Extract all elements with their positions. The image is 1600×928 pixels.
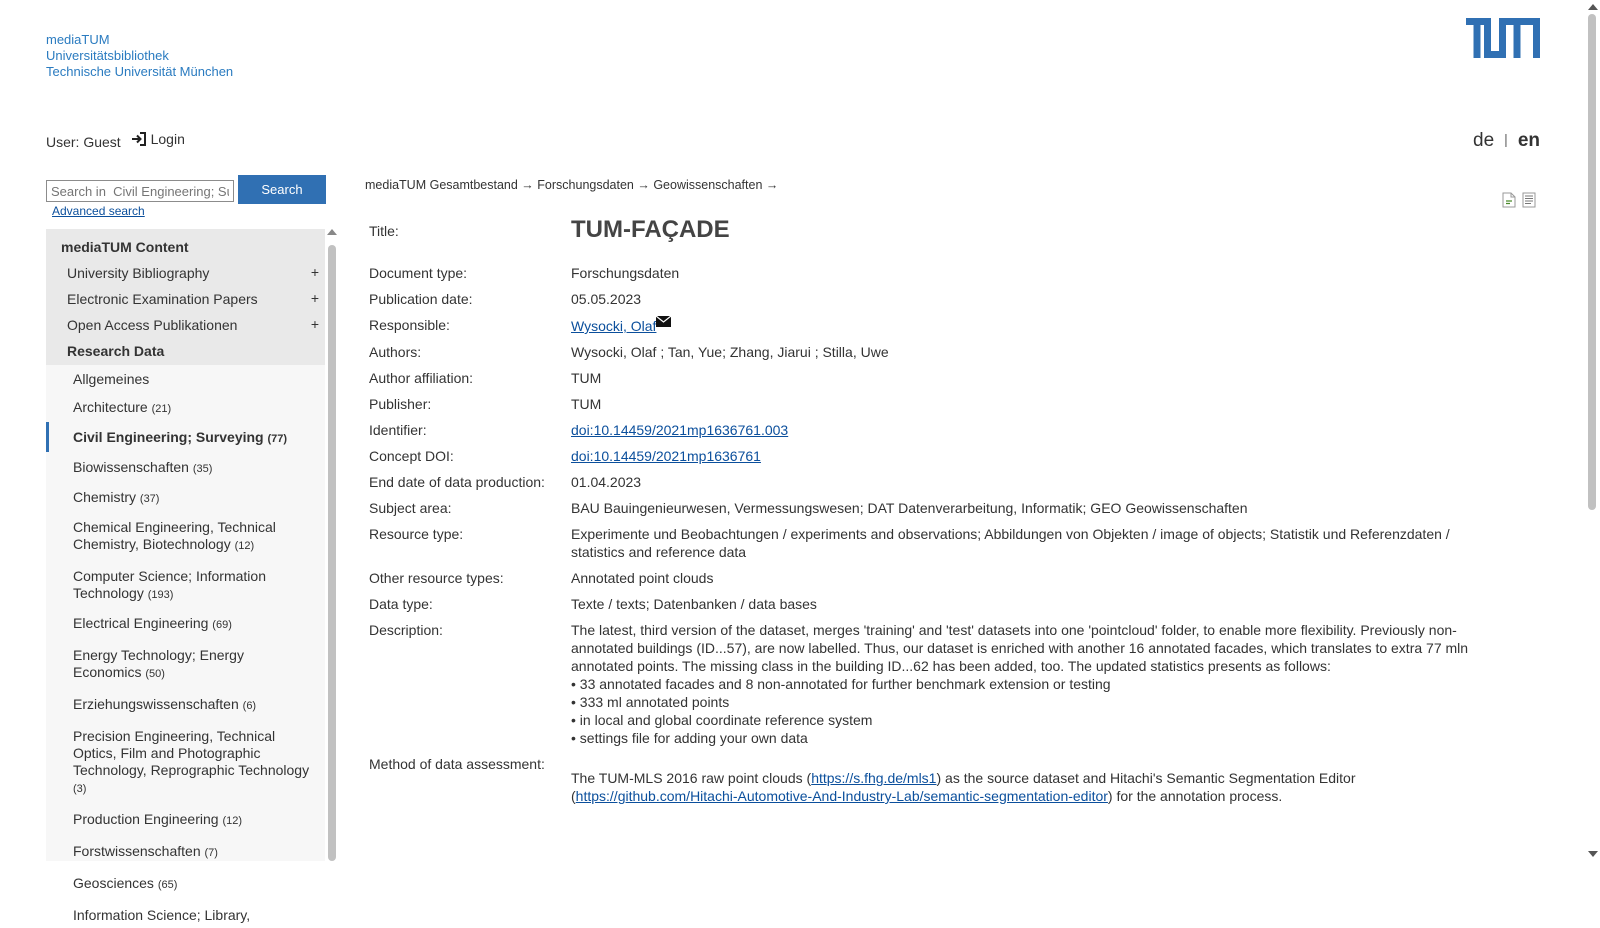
mls-link[interactable]: https://s.fhg.de/mls1 — [811, 770, 937, 786]
meta-row-other-resource — [369, 569, 1479, 587]
tree-subitem-production-engineering[interactable] — [46, 802, 325, 834]
tree-subitem-label[interactable]: Precision Engineering, Technical Optics, Film and Photographic Technology, Reprographic Technology — [73, 728, 310, 778]
meta-label: Identifier: — [369, 422, 427, 438]
meta-value — [571, 447, 1479, 465]
scroll-thumb[interactable] — [328, 245, 336, 861]
meta-row-identifier — [369, 421, 1479, 439]
tree-subitem-chemistry[interactable] — [46, 482, 325, 512]
method-text-part: ) as the source dataset and Hitachi's Semantic Segmentation Editor ( — [571, 770, 1356, 804]
item-count: (21) — [151, 403, 172, 415]
tree-subitem-label[interactable]: Biowissenschaften — [73, 459, 189, 475]
page-title: TUM-FAÇADE — [571, 216, 730, 243]
tree-subitem-label[interactable]: Information Science; Library, — [73, 907, 251, 923]
print-document-icon[interactable] — [1522, 192, 1536, 208]
tree-item-label[interactable]: University Bibliography — [67, 265, 210, 281]
meta-label: Concept DOI: — [369, 448, 454, 464]
method-text-part: ) for the annotation process. — [1107, 788, 1283, 804]
github-link[interactable]: https://github.com/Hitachi-Automotive-And-Industry-Lab/semantic-segmentation-editor — [575, 788, 1108, 804]
meta-label: Description: — [369, 622, 443, 638]
scroll-down-icon[interactable] — [1588, 851, 1598, 857]
item-count: (12) — [222, 815, 242, 827]
tree-subitem-label[interactable]: Architecture — [73, 399, 148, 415]
item-count: (77) — [267, 433, 288, 445]
expand-icon[interactable]: + — [310, 290, 319, 306]
tree-subitem-geosciences[interactable] — [46, 866, 325, 898]
meta-label: Method of data assessment: — [369, 756, 545, 772]
meta-value: Texte / texts; Datenbanken / data bases — [571, 596, 817, 612]
meta-row-description — [369, 621, 1479, 747]
item-count: (50) — [145, 668, 165, 680]
export-icons — [1502, 192, 1536, 208]
meta-label: Other resource types: — [369, 570, 504, 586]
meta-value: Forschungsdaten — [571, 265, 680, 281]
meta-row-title — [369, 210, 1479, 244]
meta-value: TUM — [571, 396, 602, 412]
library-brand[interactable] — [46, 32, 233, 80]
metadata-table — [369, 210, 1479, 813]
tree-subitem-biowissenschaften[interactable] — [46, 452, 325, 482]
tree-subitem-label[interactable]: Erziehungswissenschaften — [73, 696, 239, 712]
description-bullet: • 33 annotated facades and 8 non-annotated for further benchmark extension or testing — [571, 676, 1111, 692]
lang-separator: | — [1504, 131, 1508, 147]
tree-subitem-forstwissenschaften[interactable] — [46, 834, 325, 866]
scroll-up-icon[interactable] — [1588, 4, 1598, 10]
meta-row-concept-doi — [369, 447, 1479, 465]
meta-label: Document type: — [369, 265, 468, 281]
method-text — [571, 755, 1479, 805]
tree-subitem-label[interactable]: Electrical Engineering — [73, 615, 209, 631]
meta-value — [571, 421, 1479, 439]
tree-item-university-bibliography[interactable] — [46, 261, 325, 287]
description-bullet: • in local and global coordinate reference system — [571, 712, 873, 728]
item-count: (12) — [234, 540, 255, 552]
meta-label: Subject area: — [369, 500, 452, 516]
item-count: (7) — [204, 847, 218, 859]
brand-line[interactable]: mediaTUM — [46, 32, 110, 47]
user-status — [46, 131, 185, 150]
item-count: (3) — [73, 783, 87, 795]
tree-subitem-architecture[interactable] — [46, 392, 325, 422]
meta-row-responsible — [369, 316, 1479, 335]
search-input[interactable] — [46, 180, 234, 202]
meta-row-authors — [369, 343, 1479, 361]
lang-de[interactable]: de — [1473, 130, 1495, 151]
item-count: (35) — [192, 463, 213, 475]
expand-icon[interactable]: + — [310, 264, 319, 280]
tree-root[interactable]: mediaTUM Content — [46, 229, 325, 261]
expand-icon[interactable]: + — [310, 316, 319, 332]
collection-tree — [46, 229, 325, 923]
meta-row-pubdate — [369, 290, 1479, 308]
item-count: (69) — [212, 619, 232, 631]
meta-label: Author affiliation: — [369, 370, 474, 386]
meta-value: Annotated point clouds — [571, 570, 714, 586]
concept-doi-link[interactable]: doi:10.14459/2021mp1636761 — [571, 448, 761, 464]
item-count: (193) — [147, 589, 174, 601]
meta-label: Publisher: — [369, 396, 432, 412]
page-scrollbar[interactable] — [1585, 0, 1600, 861]
tree-item-label[interactable]: Open Access Publikationen — [67, 317, 238, 333]
meta-label: Data type: — [369, 596, 433, 612]
meta-row-data-type — [369, 595, 1479, 613]
tree-subitem-label[interactable]: Civil Engineering; Surveying — [73, 429, 264, 445]
login-link[interactable] — [131, 131, 185, 147]
tree-subitem-allgemeines[interactable] — [46, 365, 325, 392]
tree-subitem-label[interactable]: Energy Technology; Energy Economics — [73, 647, 244, 680]
tree-subitem-energy-technology[interactable] — [46, 638, 325, 687]
tree-subitem-label[interactable]: Allgemeines — [73, 371, 150, 387]
tree-subitem-erziehungswissenschaften[interactable] — [46, 687, 325, 719]
tree-subitem-precision-engineering[interactable] — [46, 719, 325, 802]
tree-subitem-civil-engineering[interactable] — [46, 422, 325, 452]
meta-row-subject — [369, 499, 1479, 517]
scroll-thumb[interactable] — [1588, 14, 1596, 510]
meta-label: Publication date: — [369, 291, 473, 307]
meta-value — [571, 316, 1479, 335]
login-icon — [131, 131, 147, 147]
meta-row-affiliation — [369, 369, 1479, 387]
item-count: (65) — [157, 879, 178, 891]
tree-item-label[interactable]: Electronic Examination Papers — [67, 291, 258, 307]
identifier-doi-link[interactable]: doi:10.14459/2021mp1636761.003 — [571, 422, 789, 438]
method-text-part: The TUM-MLS 2016 raw point clouds ( — [571, 770, 812, 786]
meta-value: TUM — [571, 370, 602, 386]
description-paragraph: The latest, third version of the dataset, merges 'training' and 'test' datasets into one 'pointcloud' folder, to enable more flexibility. Previously non-annotated buildings (ID...57), are now labelled. Thus, our dataset is enriched with another 16 annotated facades, which translates to extra 77 mln annotated points. The missing class in the building ID...62 has been added, too. The updated statistics presents as follows: — [571, 622, 1469, 674]
tum-logo[interactable] — [1466, 18, 1540, 58]
item-count: (6) — [242, 700, 257, 712]
meta-row-method — [369, 755, 1479, 805]
meta-label: End date of data production: — [369, 474, 545, 490]
lang-en[interactable]: en — [1517, 130, 1540, 151]
tree-subitem-computer-science[interactable] — [46, 559, 325, 608]
user-label: User: Guest — [46, 134, 121, 150]
meta-value: Experimente und Beobachtungen / experiments and observations; Abbildungen von Objekten / image of objects; Statistik und Referenzdaten / statistics and reference data — [571, 526, 1450, 560]
sidebar-scrollbar[interactable] — [327, 229, 337, 861]
tree-item-open-access[interactable] — [46, 313, 325, 339]
meta-row-doctype — [369, 264, 1479, 282]
tree-subitem-label[interactable]: Chemical Engineering, Technical Chemistry, Biotechnology — [73, 519, 276, 552]
export-document-icon[interactable] — [1502, 192, 1516, 208]
tree-subitem-information-science[interactable] — [46, 898, 325, 928]
brand-line[interactable]: Universitätsbibliothek — [46, 48, 169, 63]
search-button[interactable]: Search — [238, 175, 326, 204]
advanced-search-link[interactable]: Advanced search — [52, 204, 145, 218]
meta-value: BAU Bauingenieurwesen, Vermessungswesen; DAT Datenverarbeitung, Informatik; GEO Geowissenschaften — [571, 500, 1248, 516]
login-label[interactable]: Login — [150, 131, 185, 147]
description-text — [571, 621, 1479, 747]
description-bullet: • settings file for adding your own data — [571, 730, 808, 746]
meta-label: Authors: — [369, 344, 422, 360]
scroll-up-icon[interactable] — [327, 229, 337, 235]
responsible-link[interactable]: Wysocki, Olaf — [571, 318, 657, 334]
meta-row-enddate — [369, 473, 1479, 491]
brand-line[interactable]: Technische Universität München — [46, 64, 234, 79]
meta-label: Title: — [369, 223, 399, 239]
meta-value: 05.05.2023 — [571, 291, 642, 307]
tree-subitem-label[interactable]: Forstwissenschaften — [73, 843, 201, 859]
meta-label: Resource type: — [369, 526, 464, 542]
tree-subitem-label[interactable]: Production Engineering — [73, 811, 219, 827]
meta-value: Wysocki, Olaf ; Tan, Yue; Zhang, Jiarui ; Stilla, Uwe — [571, 344, 889, 360]
meta-label: Responsible: — [369, 317, 450, 333]
tree-subitem-chemical-engineering[interactable] — [46, 512, 325, 559]
tree-item-electronic-examination-papers[interactable] — [46, 287, 325, 313]
tree-subitem-electrical-engineering[interactable] — [46, 608, 325, 638]
description-bullet: • 333 ml annotated points — [571, 694, 730, 710]
tree-subitem-label[interactable]: Geosciences — [73, 875, 154, 891]
breadcrumb[interactable]: mediaTUM Gesamtbestand → Forschungsdaten → Geowissenschaften → — [365, 178, 779, 192]
meta-value: 01.04.2023 — [571, 474, 642, 490]
tree-item-label[interactable]: Research Data — [67, 343, 165, 359]
tree-item-research-data[interactable] — [46, 339, 325, 365]
language-switcher — [1473, 130, 1540, 152]
tree-subitem-label[interactable]: Chemistry — [73, 489, 137, 505]
meta-row-resource-type — [369, 525, 1479, 561]
email-icon[interactable] — [656, 316, 671, 327]
meta-row-publisher — [369, 395, 1479, 413]
item-count: (37) — [139, 493, 160, 505]
tree-subitem-label[interactable]: Computer Science; Information Technology — [73, 568, 266, 601]
